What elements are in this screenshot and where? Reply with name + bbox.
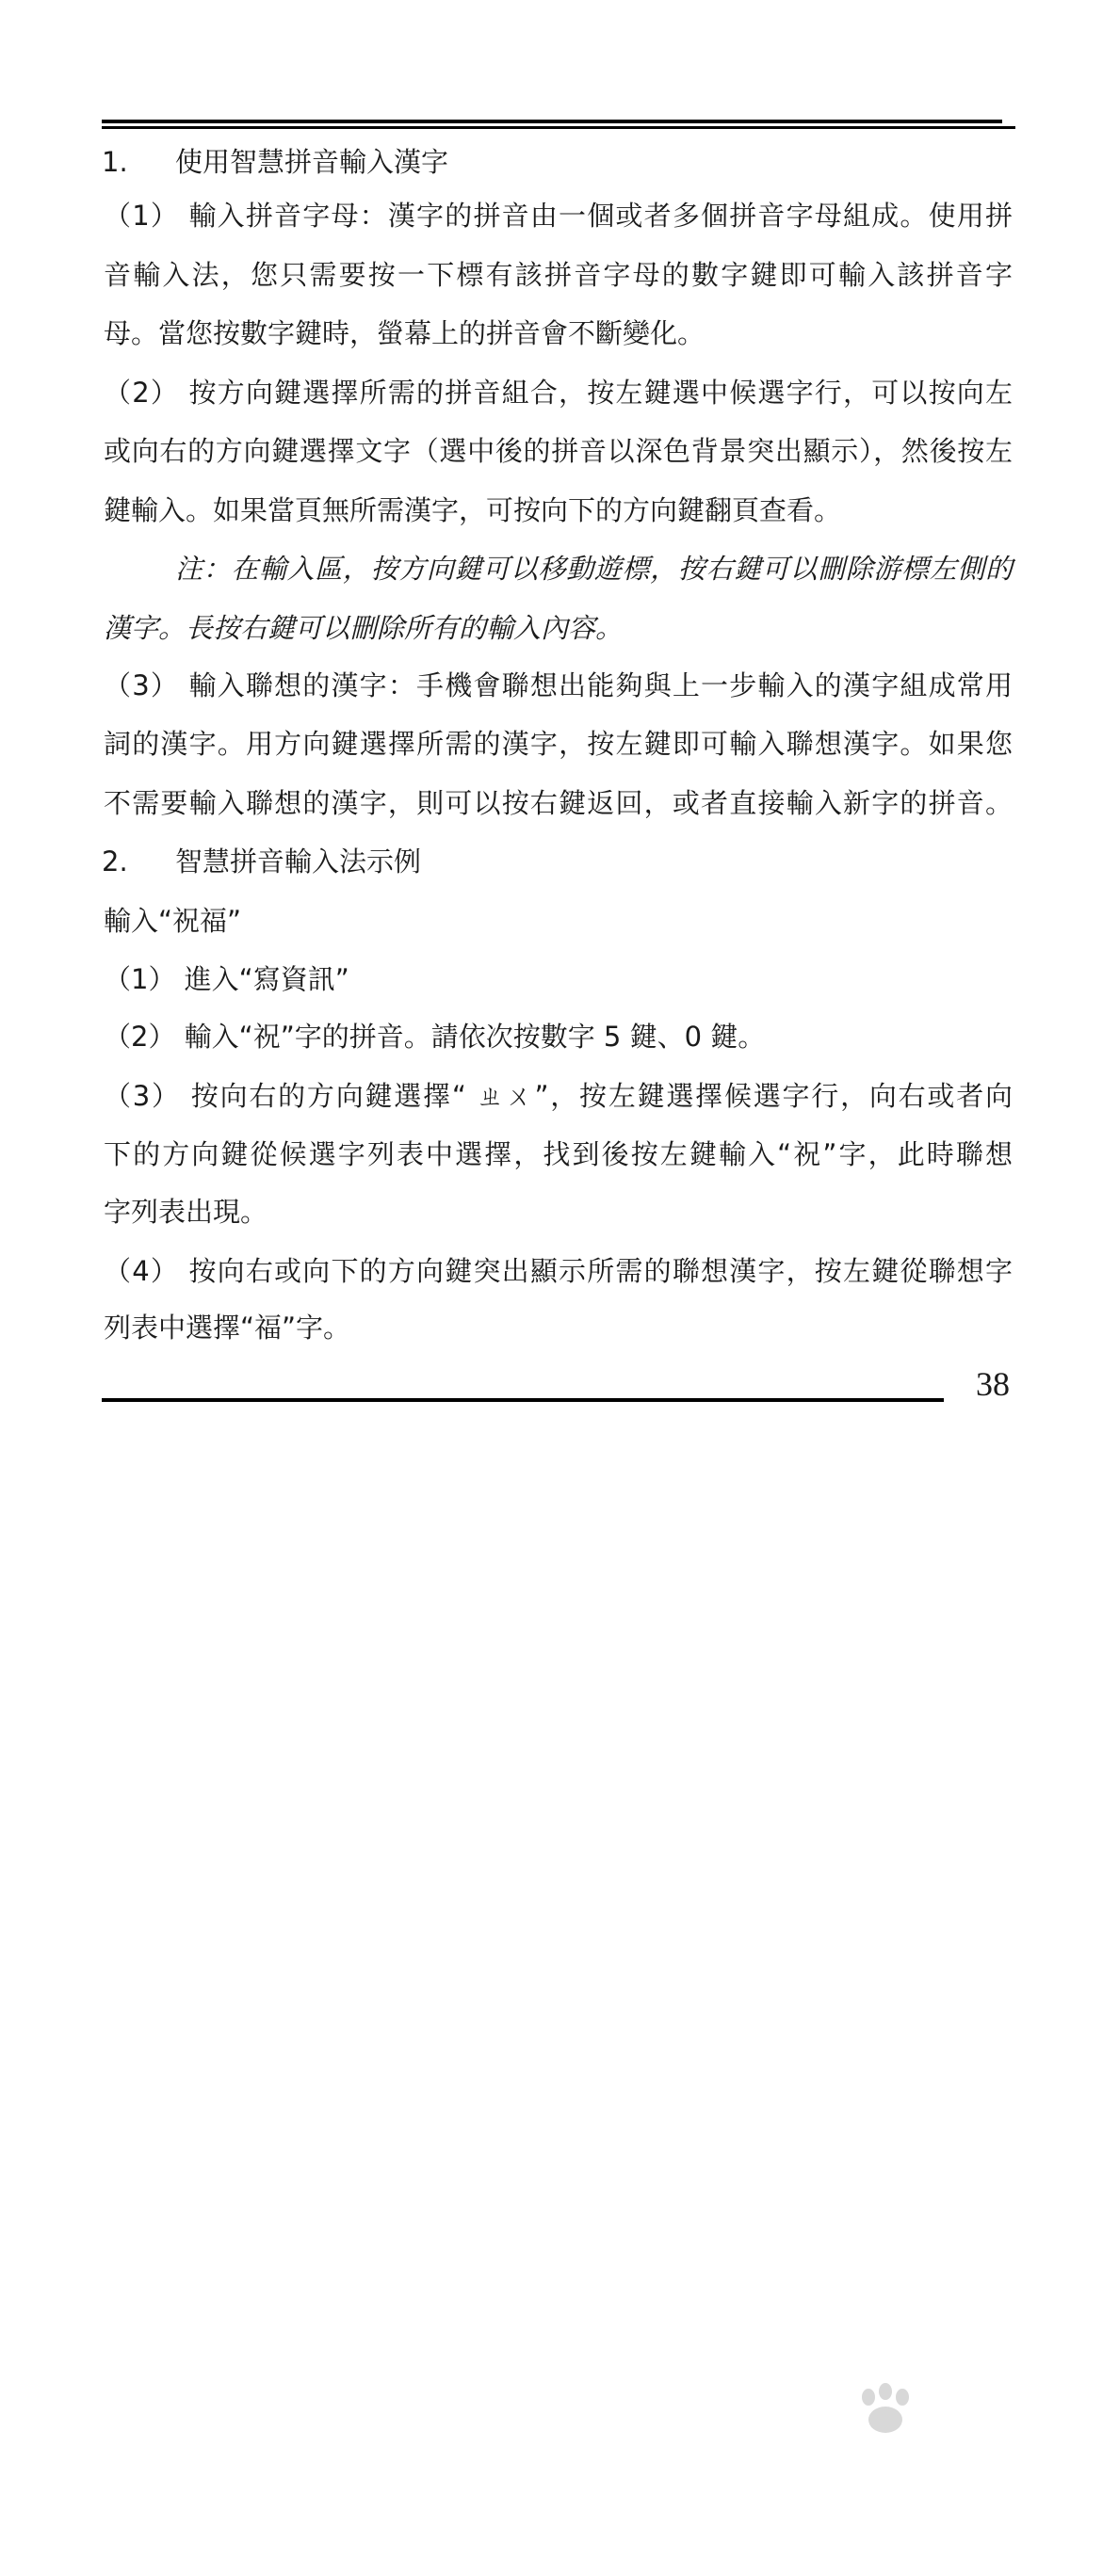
section-number: 2. xyxy=(102,845,128,877)
paragraph-line: （4） 按向右或向下的方向鍵突出顯示所需的聯想漢字，按左鍵從聯想字 xyxy=(104,1255,1013,1287)
paragraph-line: 鍵輸入。如果當頁無所需漢字，可按向下的方向鍵翻頁查看。 xyxy=(104,494,842,526)
paragraph-line: （1） 進入“寫資訊” xyxy=(104,963,349,995)
paragraph-line: （3） 輸入聯想的漢字：手機會聯想出能夠與上一步輸入的漢字組成常用 xyxy=(104,669,1013,701)
header-rule-thin xyxy=(102,126,1015,129)
paragraph-line: 字列表出現。 xyxy=(104,1196,268,1228)
paragraph-line: 母。當您按數字鍵時，螢幕上的拼音會不斷變化。 xyxy=(104,317,705,349)
section-title: 使用智慧拼音輸入漢字 xyxy=(175,146,449,178)
baidu-watermark xyxy=(782,2382,1055,2523)
paragraph-line: 輸入“祝福” xyxy=(104,905,242,937)
section-heading-1 xyxy=(102,143,449,181)
paragraph-line: （1） 輸入拼音字母：漢字的拼音由一個或者多個拼音字母組成。使用拼 xyxy=(104,200,1013,232)
paragraph-line: 或向右的方向鍵選擇文字（選中後的拼音以深色背景突出顯示），然後按左 xyxy=(104,435,1013,467)
paragraph-line: （2） 輸入“祝”字的拼音。請依次按數字 5 鍵、0 鍵。 xyxy=(104,1021,766,1053)
header-rule-thick xyxy=(102,120,1002,123)
paragraph-line: 列表中選擇“福”字。 xyxy=(104,1312,351,1344)
section-number: 1. xyxy=(102,146,128,178)
footer-rule xyxy=(102,1398,944,1402)
paragraph-line: 音輸入法，您只需要按一下標有該拼音字母的數字鍵即可輸入該拼音字 xyxy=(104,259,1013,291)
paragraph-line: 下的方向鍵從候選字列表中選擇，找到後按左鍵輸入“祝”字，此時聯想 xyxy=(104,1138,1013,1170)
paragraph-line: 詞的漢字。用方向鍵選擇所需的漢字，按左鍵即可輸入聯想漢字。如果您 xyxy=(104,728,1013,760)
paw-icon xyxy=(848,2382,923,2439)
paragraph-line: （2） 按方向鍵選擇所需的拼音組合，按左鍵選中候選字行，可以按向左 xyxy=(104,377,1013,409)
note-line: 漢字。長按右鍵可以刪除所有的輸入內容。 xyxy=(104,612,624,644)
section-title: 智慧拼音輸入法示例 xyxy=(175,845,422,877)
paragraph-line: 不需要輸入聯想的漢字，則可以按右鍵返回，或者直接輸入新字的拼音。 xyxy=(104,787,1013,819)
paragraph-line: （3） 按向右的方向鍵選擇“ ㄓㄨ”，按左鍵選擇候選字行，向右或者向 xyxy=(104,1080,1013,1112)
note-line: 注：在輸入區，按方向鍵可以移動遊標，按右鍵可以刪除游標左側的 xyxy=(175,553,1013,585)
page-number: 38 xyxy=(976,1365,1010,1403)
section-heading-2 xyxy=(102,843,422,880)
